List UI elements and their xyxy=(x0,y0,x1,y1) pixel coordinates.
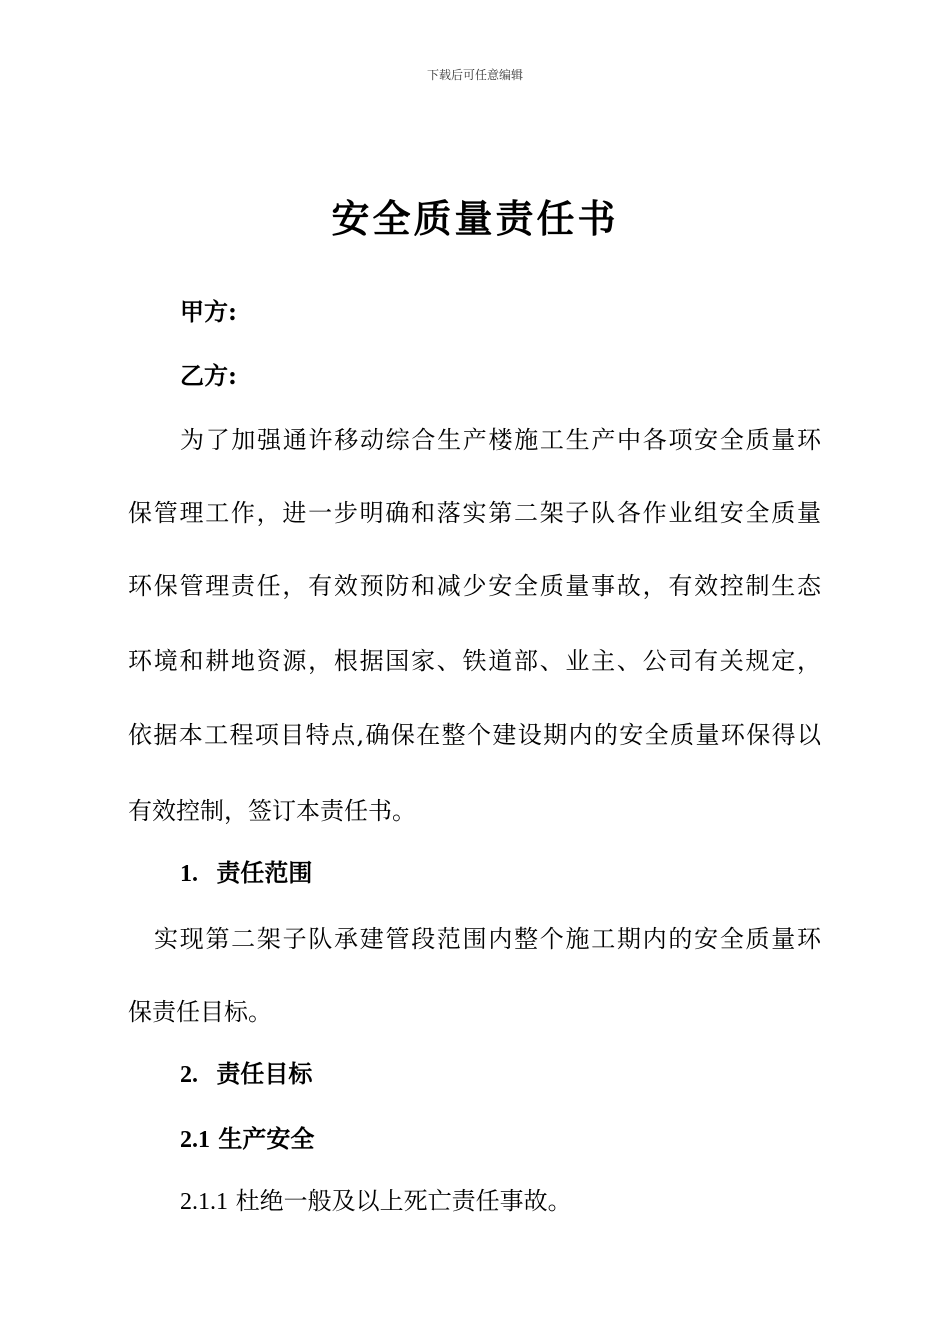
section-1-line: 保责任目标。 xyxy=(128,998,272,1026)
item-2-1-1 xyxy=(180,1185,572,1218)
page-header-note: 下载后可任意编辑 xyxy=(426,68,523,82)
intro-line: 环境和耕地资源，根据国家、铁道部、业主、公司有关规定， xyxy=(128,647,821,675)
intro-line: 环保管理责任，有效预防和减少安全质量事故，有效控制生态 xyxy=(128,572,821,600)
item-2-1-1-number: 2.1.1 xyxy=(180,1189,228,1215)
intro-line: 保管理工作，进一步明确和落实第二架子队各作业组安全质量 xyxy=(128,499,821,527)
section-2-title: 责任目标 xyxy=(216,1059,313,1088)
section-2-1-title: 生产安全 xyxy=(218,1124,315,1153)
section-2-1-heading xyxy=(180,1123,314,1156)
party-b-label: 乙方: xyxy=(180,361,237,390)
item-2-1-1-text: 杜绝一般及以上死亡责任事故。 xyxy=(235,1187,572,1215)
section-2-heading xyxy=(180,1058,312,1091)
intro-line: 为了加强通许移动综合生产楼施工生产中各项安全质量环 xyxy=(180,426,821,454)
section-2-1-number: 2.1 xyxy=(180,1127,210,1153)
section-1-number: 1. xyxy=(180,861,198,887)
party-a-label: 甲方: xyxy=(180,297,237,326)
section-1-title: 责任范围 xyxy=(216,858,313,887)
intro-line: 有效控制，签订本责任书。 xyxy=(128,797,416,825)
section-1-line: 实现第二架子队承建管段范围内整个施工期内的安全质量环 xyxy=(154,925,821,953)
intro-line: 依据本工程项目特点,确保在整个建设期内的安全质量环保得以 xyxy=(128,721,821,749)
section-1-heading xyxy=(180,857,312,890)
section-2-number: 2. xyxy=(180,1062,198,1088)
document-title: 安全质量责任书 xyxy=(331,196,619,241)
